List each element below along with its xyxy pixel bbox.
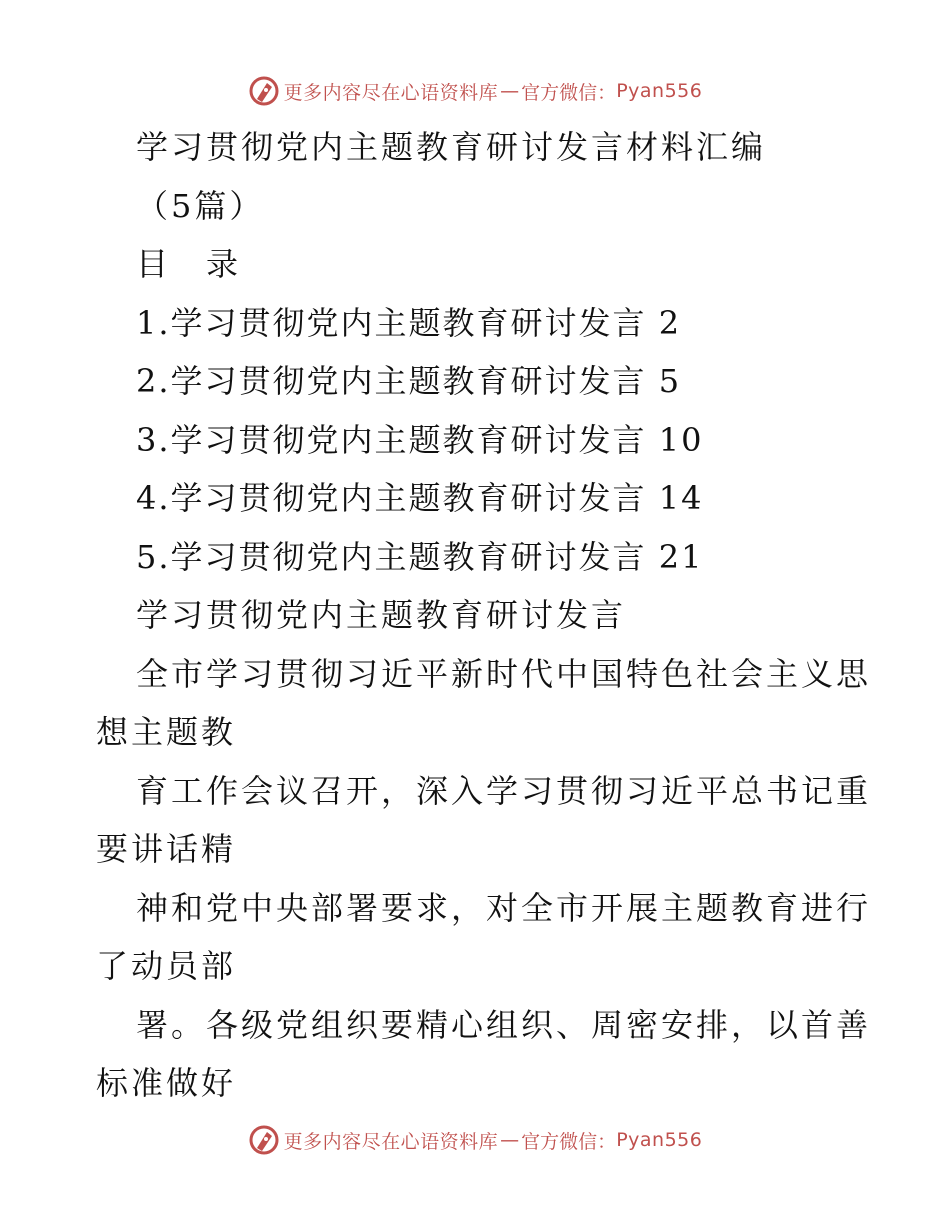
watermark-wechat-id: Pyan556	[616, 80, 703, 102]
body-line: 全市学习贯彻习近平新时代中国特色社会主义思	[136, 654, 872, 693]
toc-heading: 目 录	[136, 245, 242, 283]
toc-item-label: 5.学习贯彻党内主题教育研讨发言	[136, 537, 647, 576]
toc-item-page: 10	[658, 420, 704, 459]
footer-watermark	[0, 1120, 950, 1160]
body-line: 标准做好	[96, 1064, 237, 1102]
document-title-line-2: （5篇）	[136, 186, 265, 225]
toc-item-page: 2	[658, 303, 682, 342]
watermark-wechat-id: Pyan556	[616, 1129, 703, 1151]
toc-item	[96, 352, 856, 411]
toc-item	[96, 528, 856, 587]
body-line: 育工作会议召开，深入学习贯彻习近平总书记重	[136, 771, 872, 810]
toc-item-page: 5	[658, 362, 682, 400]
document-title-line-1: 学习贯彻党内主题教育研讨发言材料汇编	[136, 128, 767, 166]
toc-item-page: 21	[658, 537, 704, 576]
toc-item	[96, 411, 856, 470]
toc-item-label: 4.学习贯彻党内主题教育研讨发言	[136, 479, 647, 517]
body-line: 神和党中央部署要求，对全市开展主题教育进行	[136, 888, 872, 927]
toc-item-page: 14	[658, 479, 704, 517]
pen-nib-circle-icon	[248, 75, 280, 107]
body-line: 想主题教	[96, 713, 237, 751]
toc-item	[96, 294, 856, 353]
watermark-official-label: 官方微信：	[521, 1130, 617, 1153]
toc-item-label: 1.学习贯彻党内主题教育研讨发言	[136, 303, 647, 342]
pen-nib-circle-icon	[248, 1124, 280, 1156]
watermark-brand: 更多内容尽在心语资料库	[283, 81, 499, 104]
toc-item	[96, 469, 856, 528]
toc-item-label: 2.学习贯彻党内主题教育研讨发言	[136, 362, 647, 400]
watermark-separator: —	[500, 80, 520, 102]
body-line: 署。各级党组织要精心组织、周密安排，以首善	[136, 1005, 872, 1044]
watermark-brand: 更多内容尽在心语资料库	[283, 1130, 499, 1153]
toc-item-label: 3.学习贯彻党内主题教育研讨发言	[136, 420, 647, 459]
body-line: 了动员部	[96, 947, 237, 985]
header-watermark	[0, 71, 950, 111]
watermark-separator: —	[500, 1129, 520, 1151]
section-title: 学习贯彻党内主题教育研讨发言	[136, 596, 627, 634]
body-line: 要讲话精	[96, 830, 237, 868]
document-body	[96, 118, 872, 1113]
watermark-official-label: 官方微信：	[521, 81, 617, 104]
